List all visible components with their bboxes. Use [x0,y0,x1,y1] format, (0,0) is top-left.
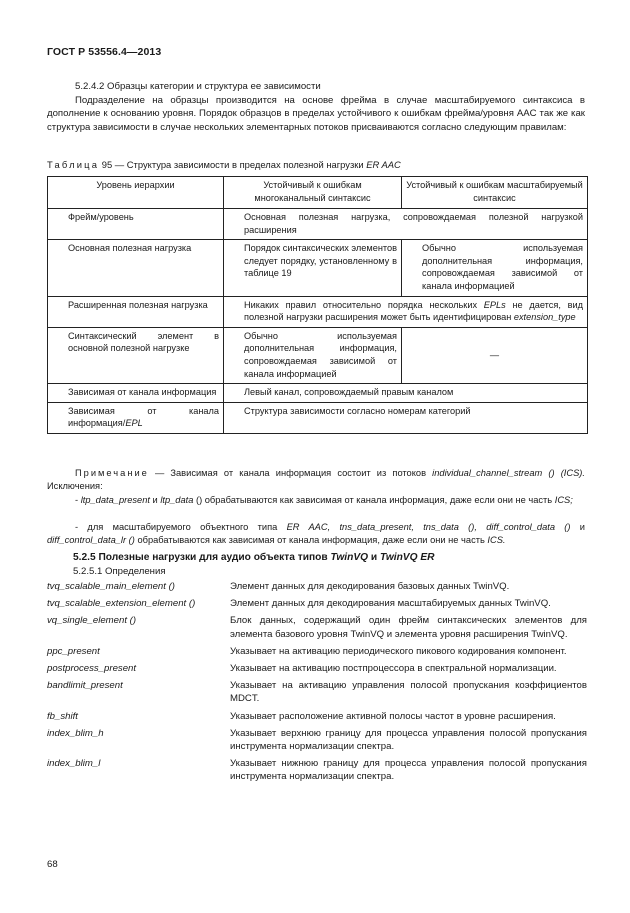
definition-term: index_blim_l [47,758,101,770]
definition-term: ppc_present [47,645,100,657]
definition-row [47,710,587,723]
definition-row [47,757,587,783]
header-robust-scalable: Устойчивый к ошибкам масштабируемый синтаксис [402,177,588,209]
extended-text-a: Никаких правил относительно порядка нескольких [244,299,484,310]
page-number: 68 [47,859,58,870]
table-row [48,240,588,296]
definition-term: tvq_scalable_extension_element () [47,598,196,610]
row-channel-label: Зависимая от канала информация [48,384,224,403]
row-channel-epl-value: Структура зависимости согласно номерам категорий [224,402,588,433]
row-extended-value [224,296,588,327]
note-item1-ics: ICS; [554,495,573,505]
note-item2-italic: ER AAC, tns_data_present, tns_data (), diff_control_data () [286,522,571,532]
definition-description: Указывает на активацию постпроцессора в спектральной нормализации. [230,663,557,675]
row-main-multi: Порядок синтаксических элементов следует порядку, установленному в таблице 19 [224,240,402,296]
note-item2-text: - для масштабируемого объектного типа [75,522,287,532]
note-item1-and: и [149,495,161,505]
note-text-b: Исключения: [47,481,103,492]
definition-term: bandlimit_present [47,680,123,692]
section-title-twinvq-er: TwinVQ ER [379,552,435,563]
definition-term: vq_single_element () [47,615,137,627]
channel-epl-text: Зависимая от канала информация/ [68,405,219,429]
note-item2-italic2: diff_control_data_lr () [47,535,135,546]
row-channel-value: Левый канал, сопровождаемый правым каналом [224,384,588,403]
definition-term: postprocess_present [47,663,137,675]
table-row [48,402,588,433]
definition-row [47,662,587,675]
section-heading: 5.2.4.2 Образцы категории и структура ее зависимости [75,81,321,92]
row-syntactic-multi: Обычно используемая дополнительная информация, сопровождаемая зависимой от канала информацией [224,327,402,383]
row-syntactic-scalable: — [402,327,588,383]
note-item-2 [47,521,585,548]
table-row [48,384,588,403]
table-row [48,327,588,383]
definition-description: Указывает верхнюю границу для процесса управления полосой пропускания инструмента нормализации спектра. [230,727,587,753]
note-item1-ltp-present: ltp_data_present [80,495,150,505]
caption-italic: ER AAC [366,159,401,170]
note-item1-rest: () обрабатываются как зависимая от канала информация, даже если они не часть [193,495,555,505]
header-level: Уровень иерархии [48,177,224,209]
definition-description: Указывает на активацию управления полосой пропускания коэффициентов MDCT. [230,680,587,705]
table-row [48,209,588,240]
row-frame-value: Основная полезная нагрузка, сопровождаемая полезной нагрузкой расширения [224,209,588,240]
definition-row [47,645,587,658]
definition-term: fb_shift [47,710,78,722]
section-title-and: и [368,552,380,563]
channel-epl-italic: EPL [125,418,143,429]
table-header-row [48,177,588,209]
note-item1-dash: - [75,495,81,505]
note-text-a: — Зависимая от канала информация состоит из потоков [148,468,433,478]
extended-type: extension_type [513,312,576,323]
definition-description: Указывает расположение активной полосы частот в уровне расширения. [230,710,556,722]
definition-description: Указывает нижнюю границу для процесса управления полосой пропускания инструмента нормализации спектра. [230,758,587,783]
intro-paragraph: Подразделение на образцы производится на основе фрейма в случае масштабируемого синтаксиса в дополнение к основанию уровня. Порядок образцов в пределах устойчивого к ошибкам фрейма/уровня AAC так же как структура зависимости в случае нескольких элементарных потоков присваиваются согласно следующим правилам: [47,95,585,133]
definition-row [47,614,587,640]
table-row [48,296,588,327]
note-item-1 [47,494,585,507]
extended-text-b: не дается, вид полезной нагрузки расширения может быть идентифицирован [244,299,583,323]
row-channel-epl-label [48,402,224,433]
definition-row [47,679,587,705]
caption-label: Таблица [47,159,100,170]
header-robust-multichannel: Устойчивый к ошибкам многоканальный синтаксис [224,177,402,209]
subsection-title: 5.2.5.1 Определения [73,566,166,577]
row-frame-label: Фрейм/уровень [48,209,224,240]
note-item2-rest: обрабатываются как зависимая от канала информация, даже если они не часть [134,535,488,546]
definition-row [47,597,587,610]
note-ics: individual_channel_stream () (ICS). [432,468,585,478]
row-main-label: Основная полезная нагрузка [48,240,224,296]
definition-description: Элемент данных для декодирования базовых данных TwinVQ. [230,581,510,592]
definition-row [47,580,587,593]
definition-description: Указывает на активацию периодического пикового кодирования компонент. [230,645,567,657]
note-item1-ltp-data: ltp_data [160,495,194,505]
section-title [73,552,435,563]
caption-text: 95 — Структура зависимости в пределах полезной нагрузки [99,159,367,170]
row-extended-label: Расширенная полезная нагрузка [48,296,224,327]
dependency-structure-table [47,176,588,434]
definition-term: index_blim_h [47,727,104,739]
note-label: Примечание [75,468,149,478]
section-title-text: 5.2.5 Полезные нагрузки для аудио объекта типов [73,552,331,563]
definition-description: Элемент данных для декодирования масштабируемых данных TwinVQ. [230,598,551,610]
note-item2-and: и [570,522,585,532]
section-title-twinvq: TwinVQ [330,552,369,563]
definitions-list [47,580,587,788]
definition-description: Блок данных, содержащий один фрейм синтаксических элементов для элемента базового уровня TwinVQ и элемента уровня расширения TwinVQ. [230,615,587,640]
definition-term: tvq_scalable_main_element () [47,581,175,592]
extended-epl: EPLs [483,299,506,310]
table-note [47,467,585,494]
note-item2-ics: ICS. [487,535,506,546]
row-main-scalable: Обычно используемая дополнительная информация, сопровождаемая зависимой от канала информацией [402,240,588,296]
definition-row [47,727,587,753]
document-header: ГОСТ Р 53556.4—2013 [47,46,162,58]
table-caption [47,159,401,170]
row-syntactic-label: Синтаксический элемент в основной полезной нагрузке [48,327,224,383]
